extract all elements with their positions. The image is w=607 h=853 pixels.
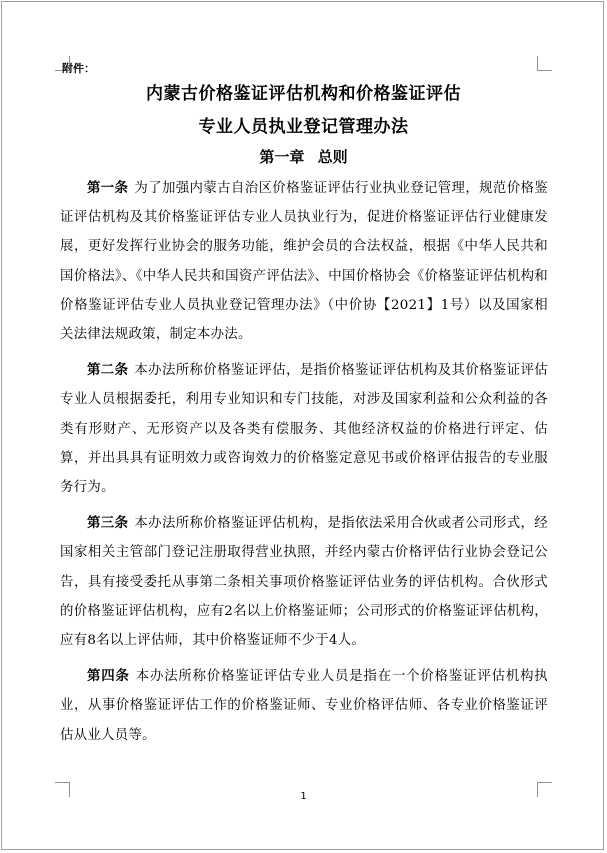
article-2	[60, 356, 548, 502]
article-4	[60, 662, 548, 750]
article-label: 第一条	[87, 181, 129, 196]
crop-mark-top-right	[537, 56, 552, 71]
chapter-heading: 第一章 总则	[259, 148, 348, 166]
document-title-line-1: 内蒙古价格鉴证评估机构和价格鉴证评估	[146, 84, 461, 104]
document-title-line-2: 专业人员执业登记管理办法	[198, 117, 409, 137]
page-number: 1	[300, 791, 307, 802]
document-body	[60, 174, 548, 757]
article-text: 本办法所称价格鉴证评估，是指价格鉴证评估机构及其价格鉴证评估专业人员根据委托，利用专业知识和专门技能，对涉及国家利益和公众利益的各类有形财产、无形资产以及各类有偿服务、其他经济权益的价格进行评定、估算，并出具具有证明效力或咨询效力的价格鉴定意见书或价格评估报告的专业服务行为。	[60, 363, 548, 496]
article-label: 第四条	[87, 669, 130, 685]
article-1	[60, 174, 548, 349]
article-3	[60, 509, 548, 655]
article-text: 为了加强内蒙古自治区价格鉴证评估行业执业登记管理，规范价格鉴证评估机构及其价格鉴证评估专业人员执业行为，促进价格鉴证评估行业健康发展，更好发挥行业协会的服务功能，维护会员的合法权益，根据《中华人民共和国价格法》、《中华人民共和国资产评估法》、中国价格协会《价格鉴证评估机构和价格鉴证评估专业人员执业登记管理办法》（中价协【2021】1号）以及国家相关法律法规政策，制定本办法。	[60, 181, 548, 343]
article-label: 第三条	[87, 516, 129, 532]
attachment-label: 附件：	[62, 62, 95, 75]
article-label: 第二条	[87, 363, 129, 379]
article-text: 本办法所称价格鉴证评估机构，是指依法采用合伙或者公司形式，经国家相关主管部门登记注册取得营业执照，并经内蒙古价格评估行业协会登记公告，具有接受委托从事第二条相关事项价格鉴证评估业务的评估机构。合伙形式的价格鉴证评估机构，应有2名以上价格鉴证师；公司形式的价格鉴证评估机构，应有8名以上评估师，其中价格鉴证师不少于4人。	[60, 516, 548, 649]
article-text: 本办法所称价格鉴证评估专业人员是指在一个价格鉴证评估机构执业，从事价格鉴证评估工作的价格鉴证师、专业价格评估师、各专业价格鉴证评估从业人员等。	[60, 669, 549, 743]
